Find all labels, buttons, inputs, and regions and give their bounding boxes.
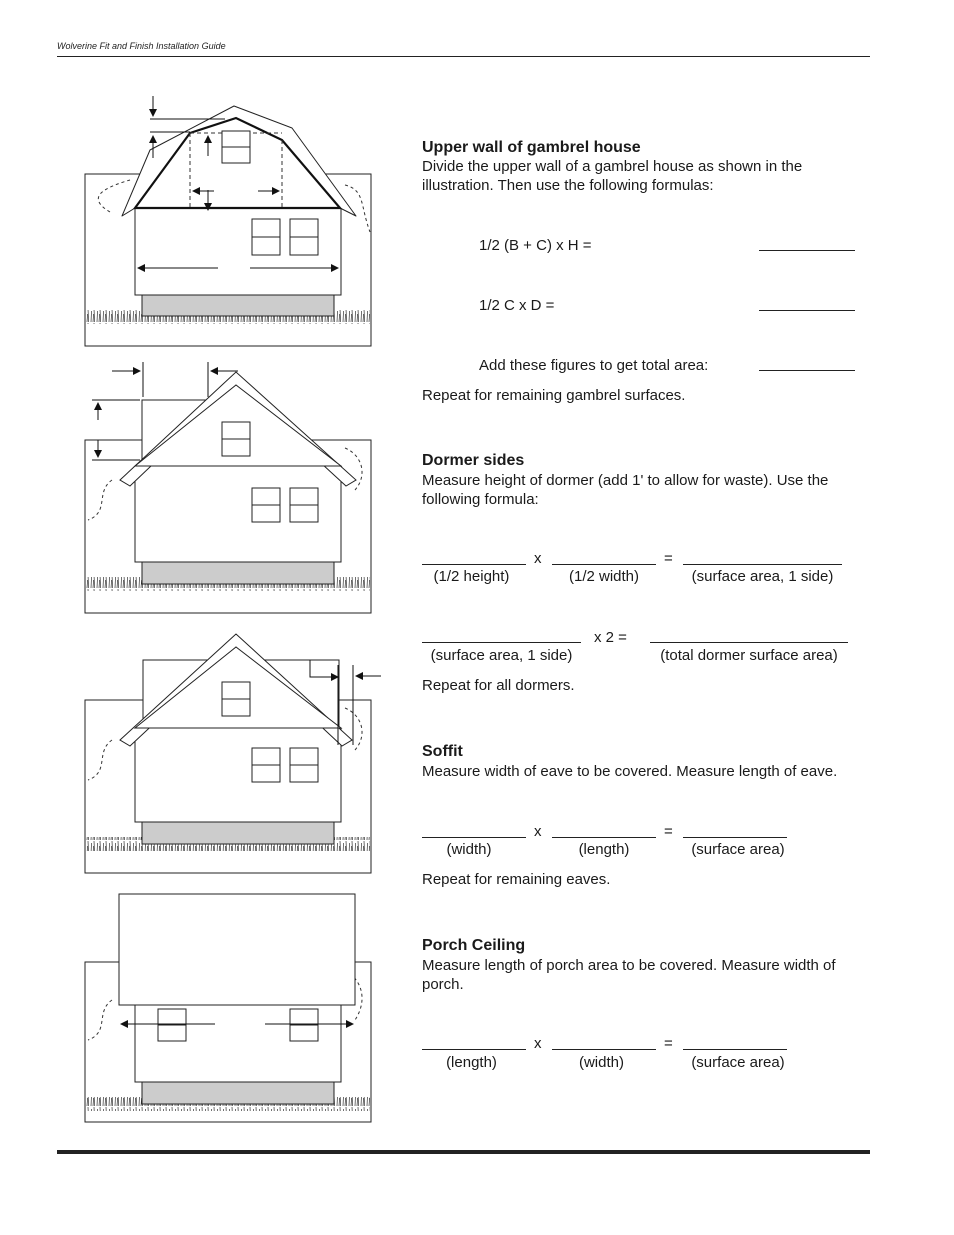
- gambrel-blank-2[interactable]: [759, 310, 855, 311]
- soffit-blank-area[interactable]: [683, 837, 787, 838]
- soffit-cap-length: (length): [578, 841, 630, 858]
- gambrel-formula-3: Add these figures to get total area:: [479, 357, 709, 374]
- dormer-op-eq: =: [664, 550, 673, 567]
- dormer-blank-height[interactable]: [422, 564, 526, 565]
- running-header: Wolverine Fit and Finish Installation Guide: [57, 41, 226, 51]
- porch-blank-length[interactable]: [422, 1049, 526, 1050]
- dormer-blank-surface-b[interactable]: [422, 642, 581, 643]
- dormer-op-x2: x 2 =: [594, 629, 627, 646]
- soffit-blank-length[interactable]: [552, 837, 656, 838]
- gambrel-house-illustration: [85, 96, 371, 346]
- dormer-cap-half-width: (1/2 width): [568, 568, 640, 585]
- porch-op-x: x: [534, 1035, 542, 1052]
- porch-cap-width: (width): [578, 1054, 624, 1071]
- gambrel-formula-2: 1/2 C x D =: [479, 297, 555, 314]
- gambrel-blank-total[interactable]: [759, 370, 855, 371]
- dormer-blank-width[interactable]: [552, 564, 656, 565]
- porch-cap-length: (length): [446, 1054, 497, 1071]
- soffit-cap-area: (surface area): [691, 841, 785, 858]
- porch-body: Measure length of porch area to be covered. Measure width of porch.: [422, 957, 836, 993]
- gambrel-body: Divide the upper wall of a gambrel house as shown in the illustration. Then use the following formulas:: [422, 158, 803, 194]
- porch-house-illustration: [85, 894, 371, 1122]
- dormer-repeat: Repeat for all dormers.: [422, 677, 575, 694]
- dormer-body: Measure height of dormer (add 1' to allow for waste). Use the following formula:: [422, 472, 829, 508]
- dormer-cap-surface: (surface area, 1 side): [691, 568, 834, 585]
- soffit-cap-width: (width): [446, 841, 492, 858]
- porch-blank-width[interactable]: [552, 1049, 656, 1050]
- gambrel-repeat: Repeat for remaining gambrel surfaces.: [422, 387, 686, 404]
- porch-blank-area[interactable]: [683, 1049, 787, 1050]
- soffit-op-eq: =: [664, 823, 673, 840]
- dormer-cap-total: (total dormer surface area): [660, 647, 838, 664]
- porch-op-eq: =: [664, 1035, 673, 1052]
- dormer-op-x: x: [534, 550, 542, 567]
- soffit-body: Measure width of eave to be covered. Measure length of eave.: [422, 763, 838, 780]
- gambrel-blank-1[interactable]: [759, 250, 855, 251]
- footer-rule: [57, 1150, 870, 1154]
- dormer-house-illustration: [85, 362, 371, 613]
- soffit-house-illustration: [85, 634, 381, 873]
- dormer-heading: Dormer sides: [422, 452, 525, 469]
- soffit-op-x: x: [534, 823, 542, 840]
- porch-heading: Porch Ceiling: [422, 937, 526, 954]
- dormer-cap-half-height: (1/2 height): [433, 568, 510, 585]
- soffit-repeat: Repeat for remaining eaves.: [422, 871, 611, 888]
- soffit-blank-width[interactable]: [422, 837, 526, 838]
- soffit-heading: Soffit: [422, 743, 463, 760]
- gambrel-heading: Upper wall of gambrel house: [422, 139, 641, 156]
- dormer-cap-surface-b: (surface area, 1 side): [430, 647, 573, 664]
- porch-cap-area: (surface area): [691, 1054, 785, 1071]
- dormer-blank-surface[interactable]: [683, 564, 842, 565]
- gambrel-formula-1: 1/2 (B + C) x H =: [479, 237, 592, 254]
- dormer-blank-total[interactable]: [650, 642, 848, 643]
